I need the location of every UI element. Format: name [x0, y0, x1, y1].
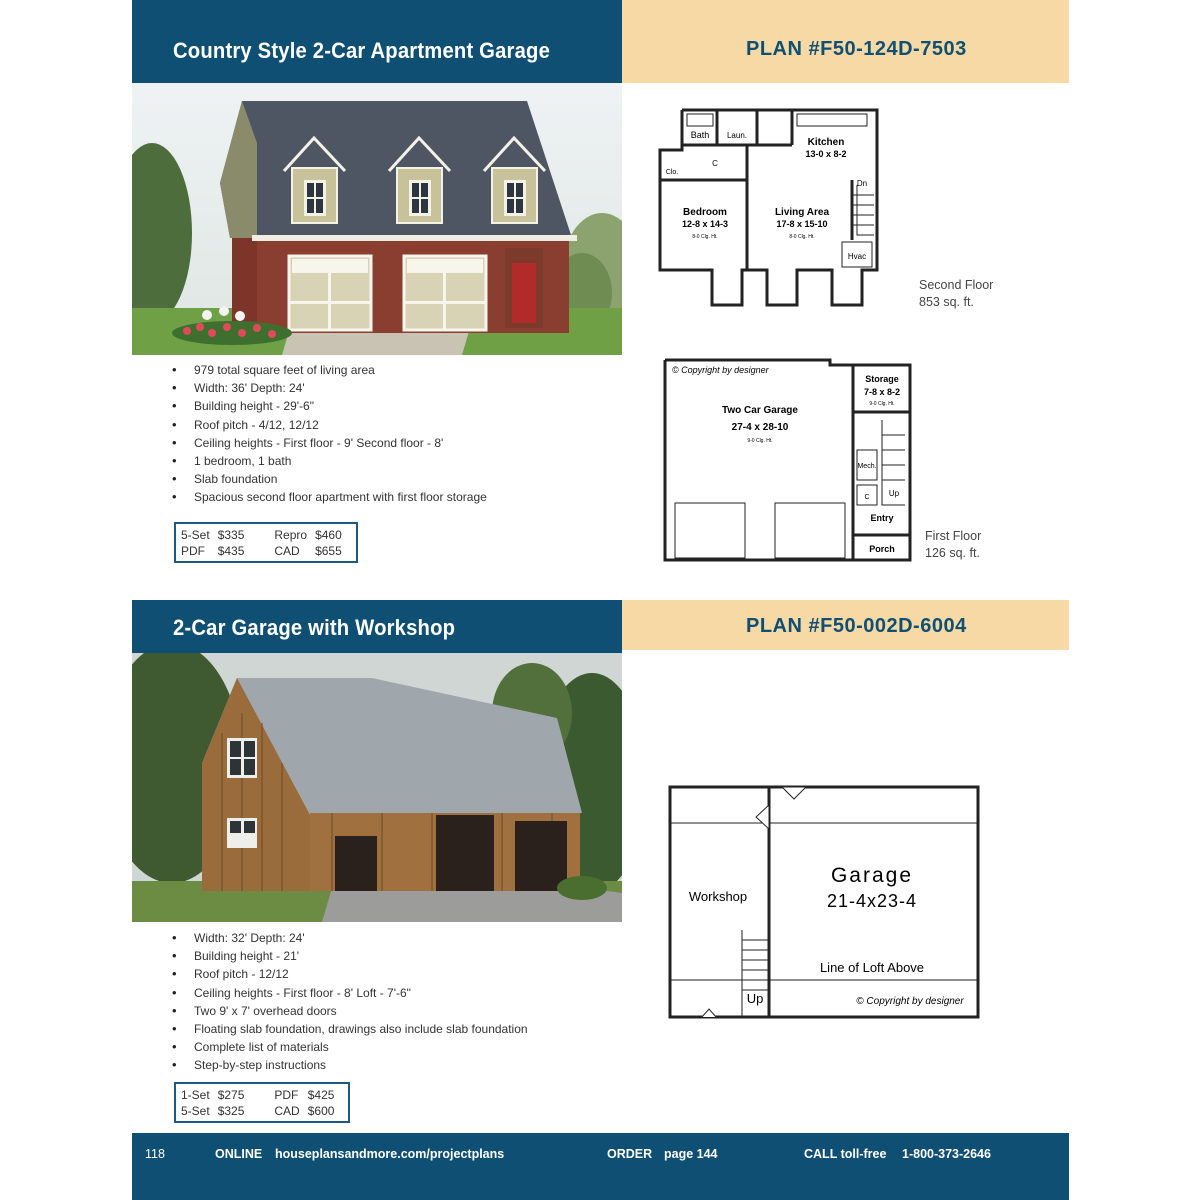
plan1-second-floor-label	[919, 277, 993, 311]
price-value: $460	[315, 528, 342, 542]
room-closet-c: C	[864, 494, 870, 501]
price-value: $425	[307, 1088, 335, 1102]
room-storage: Storage	[865, 374, 899, 384]
spec-item: • Building height - 21'	[172, 947, 528, 965]
price-label: CAD	[274, 544, 300, 558]
room-bedroom-clg: 8-0 Clg. Ht.	[692, 234, 718, 240]
plan2-price-box	[174, 1082, 350, 1123]
plan2-copyright: © Copyright by designer	[856, 996, 964, 1007]
plan1-number: PLAN #F50-124D-7503	[746, 38, 967, 60]
loft-line-label: Line of Loft Above	[819, 960, 925, 975]
plan1-spec-list	[172, 361, 487, 507]
price-value: $335	[217, 528, 245, 542]
plan2-title: 2-Car Garage with Workshop	[173, 615, 456, 640]
call-label: CALL toll-free	[804, 1147, 887, 1161]
room-living-clg: 8-0 Clg. Ht.	[789, 234, 815, 240]
floor-area: 126 sq. ft.	[925, 546, 980, 560]
room-living: Living Area	[774, 207, 830, 218]
online-label: ONLINE	[215, 1147, 263, 1161]
stair-up: Up	[746, 991, 764, 1006]
price-value: $600	[307, 1104, 335, 1118]
room-garage-size: 21-4x23-4	[826, 891, 918, 911]
room-storage-clg: 9-0 Clg. Ht.	[869, 401, 895, 407]
price-label: CAD	[274, 1104, 300, 1118]
room-storage-size: 7-8 x 8-2	[863, 387, 901, 397]
price-value: $325	[217, 1104, 245, 1118]
room-kitchen: Kitchen	[807, 137, 845, 148]
plan2-house-photo	[132, 653, 622, 922]
plan1-first-floor-label	[925, 528, 981, 562]
room-bedroom-size: 12-8 x 14-3	[681, 219, 729, 229]
website-link[interactable]: houseplansandmore.com/projectplans	[275, 1147, 505, 1161]
room-bath: Bath	[690, 130, 710, 140]
price-value: $435	[217, 544, 245, 558]
room-closet-c: C	[712, 159, 718, 168]
price-value: $655	[315, 544, 342, 558]
floor-name: First Floor	[925, 529, 982, 543]
plan2-spec-list	[172, 929, 528, 1075]
spec-item: • Roof pitch - 4/12, 12/12	[172, 416, 487, 434]
spec-item: • 1 bedroom, 1 bath	[172, 452, 487, 470]
spec-item: • Width: 36' Depth: 24'	[172, 379, 487, 397]
plan2-floor-plan	[664, 775, 984, 1025]
plan1-second-floor-plan	[652, 100, 907, 310]
stair-up: Up	[888, 489, 900, 498]
plan1-title-bar	[132, 0, 622, 83]
spec-item: • 979 total square feet of living area	[172, 361, 487, 379]
room-mech: Mech.	[857, 463, 877, 470]
spec-item: • Spacious second floor apartment with first floor storage	[172, 488, 487, 506]
plan1-copyright: © Copyright by designer	[672, 365, 769, 375]
room-garage: Garage	[830, 864, 914, 887]
catalog-page	[132, 0, 1069, 1200]
room-workshop: Workshop	[688, 889, 748, 904]
order-page: page 144	[664, 1147, 718, 1161]
plan2-number-bar	[622, 600, 1069, 650]
plan2-title-bar	[132, 600, 622, 653]
room-garage-size: 27-4 x 28-10	[731, 422, 789, 433]
price-label: 1-Set	[181, 1088, 210, 1102]
spec-item: • Step-by-step instructions	[172, 1056, 528, 1074]
plan1-first-floor-plan	[660, 355, 915, 565]
spec-item: • Building height - 29'-6"	[172, 397, 487, 415]
plan1-price-box	[174, 522, 358, 563]
room-kitchen-size: 13-0 x 8-2	[805, 149, 847, 159]
floor-name: Second Floor	[919, 278, 994, 292]
price-label: 5-Set	[181, 528, 210, 542]
room-closet: Clo.	[665, 169, 679, 176]
plan1-title: Country Style 2-Car Apartment Garage	[173, 38, 551, 63]
spec-item: • Two 9' x 7' overhead doors	[172, 1002, 528, 1020]
page-number: 118	[145, 1147, 165, 1161]
price-label: PDF	[181, 544, 205, 558]
room-living-size: 17-8 x 15-10	[776, 219, 828, 229]
spec-item: • Complete list of materials	[172, 1038, 528, 1056]
spec-item: • Width: 32' Depth: 24'	[172, 929, 528, 947]
plan1-number-bar	[622, 0, 1069, 83]
spec-item: • Roof pitch - 12/12	[172, 965, 528, 983]
room-bedroom: Bedroom	[683, 207, 727, 218]
room-garage-clg: 9-0 Clg. Ht.	[747, 438, 773, 444]
price-label: PDF	[274, 1088, 299, 1102]
room-laundry: Laun.	[726, 131, 748, 140]
price-value: $275	[217, 1088, 245, 1102]
spec-item: • Slab foundation	[172, 470, 487, 488]
order-label: ORDER	[607, 1147, 653, 1161]
plan2-number: PLAN #F50-002D-6004	[746, 615, 967, 637]
spec-item: • Floating slab foundation, drawings also include slab foundation	[172, 1020, 528, 1038]
stair-down: Dn	[856, 179, 868, 188]
floor-area: 853 sq. ft.	[919, 295, 974, 309]
room-porch: Porch	[869, 544, 895, 554]
page-footer	[132, 1133, 1069, 1200]
room-garage: Two Car Garage	[722, 405, 798, 416]
phone-number[interactable]: 1-800-373-2646	[902, 1147, 991, 1161]
room-hvac: Hvac	[847, 252, 867, 261]
price-label: 5-Set	[181, 1104, 210, 1118]
plan1-house-photo	[132, 83, 622, 355]
price-label: Repro	[274, 528, 308, 542]
spec-item: • Ceiling heights - First floor - 9' Second floor - 8'	[172, 434, 487, 452]
room-entry: Entry	[870, 513, 894, 523]
spec-item: • Ceiling heights - First floor - 8' Loft - 7'-6"	[172, 984, 528, 1002]
